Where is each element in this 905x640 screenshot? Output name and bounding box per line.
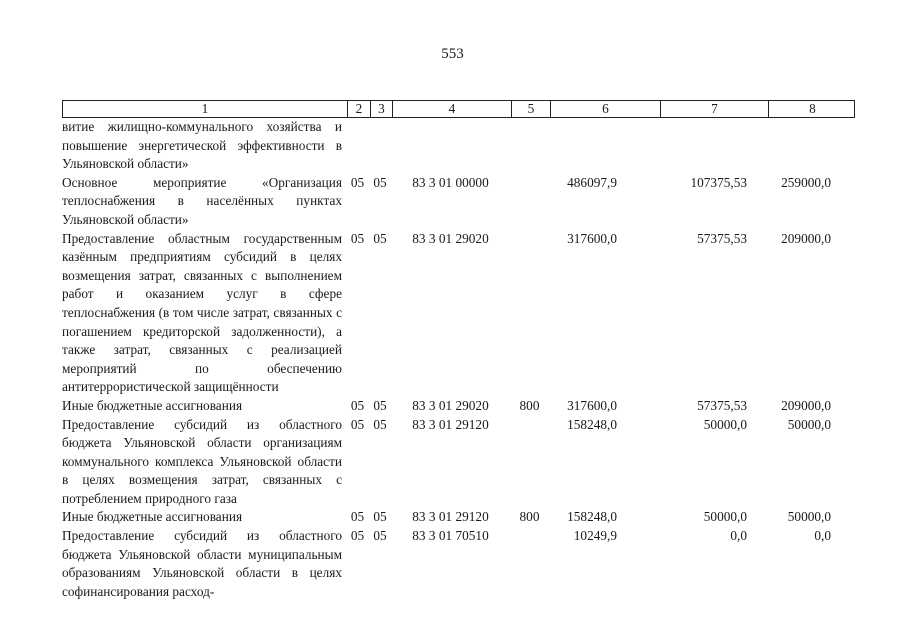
table-row <box>62 397 855 416</box>
row-c6-cell: 158248,0 <box>567 416 617 432</box>
row-name-cell: Предоставление субсидий из областного бюджета Ульяновской области муниципальным образованиям Ульяновской области в целях софинансирования расход- <box>62 528 342 599</box>
row-c4-cell <box>391 118 510 174</box>
row-c3-cell: 05 <box>373 528 387 544</box>
row-c5-cell <box>510 230 549 397</box>
row-c7-cell <box>659 118 767 174</box>
row-c7-cell: 57375,53 <box>697 397 747 413</box>
row-c5-cell <box>510 416 549 509</box>
table-row <box>62 230 855 397</box>
row-name-cell: Предоставление областным государственным казённым предприятиям субсидий в целях возмещения затрат, связанных с выполнением работ и оказанием услуг в сфере теплоснабжения (в том числе затрат, связанных с погашением кредиторской задолженности), а также затрат, связанных с реализацией мероприятий по обеспечению антитеррористической защищённости <box>62 230 342 395</box>
table-row <box>62 508 855 527</box>
row-c4-cell: 83 3 01 29020 <box>412 230 489 246</box>
row-c8-cell: 0,0 <box>814 528 831 544</box>
row-c6-cell: 317600,0 <box>567 397 617 413</box>
row-c7-cell: 50000,0 <box>703 509 747 525</box>
row-name-cell: Иные бюджетные ассигнования <box>62 509 243 525</box>
row-c7-cell: 0,0 <box>730 528 747 544</box>
row-c3-cell: 05 <box>373 397 387 413</box>
row-c8-cell <box>767 118 855 174</box>
budget-table <box>62 100 855 601</box>
row-name-cell: витие жилищно-коммунального хозяйства и повышение энергетической эффективности в Ульяновской области» <box>62 119 342 172</box>
table-row <box>62 174 855 230</box>
row-c2-cell: 05 <box>350 397 365 413</box>
row-c8-cell: 50000,0 <box>787 416 831 432</box>
row-c7-cell: 107375,53 <box>690 174 747 190</box>
header-col-7: 7 <box>660 101 768 117</box>
row-c4-cell: 83 3 01 29020 <box>412 397 489 413</box>
row-c6-cell: 158248,0 <box>567 509 617 525</box>
row-c2-cell: 05 <box>350 416 365 432</box>
row-c3-cell: 05 <box>373 230 387 246</box>
row-c8-cell: 209000,0 <box>781 230 831 246</box>
row-c3-cell: 05 <box>373 174 387 190</box>
row-c2-cell: 05 <box>350 174 365 190</box>
row-c4-cell: 83 3 01 29120 <box>412 509 489 525</box>
table-header <box>62 100 855 118</box>
header-col-2: 2 <box>347 101 370 117</box>
row-c4-cell: 83 3 01 70510 <box>412 528 489 544</box>
row-c4-cell: 83 3 01 29120 <box>412 416 489 432</box>
row-c5-cell <box>510 527 549 601</box>
header-col-6: 6 <box>550 101 660 117</box>
row-c2-cell: 05 <box>350 509 365 525</box>
row-c5-cell: 800 <box>519 397 540 413</box>
row-name-cell: Основное мероприятие «Организация теплоснабжения в населённых пунктах Ульяновской области» <box>62 174 342 227</box>
row-name-cell: Предоставление субсидий из областного бюджета Ульяновской области организациям коммунального комплекса Ульяновской области в целях возмещения затрат, связанных с потреблением природного газа <box>62 416 342 506</box>
row-c7-cell: 50000,0 <box>703 416 747 432</box>
row-c2-cell: 05 <box>350 230 365 246</box>
table-row <box>62 416 855 509</box>
table-row <box>62 118 855 174</box>
row-c6-cell: 317600,0 <box>567 230 617 246</box>
row-c8-cell: 50000,0 <box>787 509 831 525</box>
header-col-4: 4 <box>392 101 511 117</box>
row-c2-cell: 05 <box>350 528 365 544</box>
table-body <box>62 118 855 601</box>
row-c3-cell <box>369 118 391 174</box>
row-c3-cell: 05 <box>373 416 387 432</box>
row-c6-cell: 10249,9 <box>573 528 617 544</box>
header-col-5: 5 <box>511 101 550 117</box>
table-row <box>62 527 855 601</box>
header-col-8: 8 <box>768 101 856 117</box>
row-c5-cell: 800 <box>519 509 540 525</box>
row-c7-cell: 57375,53 <box>697 230 747 246</box>
header-col-3: 3 <box>370 101 392 117</box>
row-c8-cell: 209000,0 <box>781 397 831 413</box>
page-number: 553 <box>441 46 464 62</box>
row-name-cell: Иные бюджетные ассигнования <box>62 397 243 413</box>
row-c5-cell <box>510 118 549 174</box>
row-c2-cell <box>346 118 369 174</box>
row-c5-cell <box>510 174 549 230</box>
row-c8-cell: 259000,0 <box>781 174 831 190</box>
row-c6-cell: 486097,9 <box>567 174 617 190</box>
row-c4-cell: 83 3 01 00000 <box>412 174 489 190</box>
row-c6-cell <box>549 118 659 174</box>
header-col-1: 1 <box>201 101 209 116</box>
row-c3-cell: 05 <box>373 509 387 525</box>
